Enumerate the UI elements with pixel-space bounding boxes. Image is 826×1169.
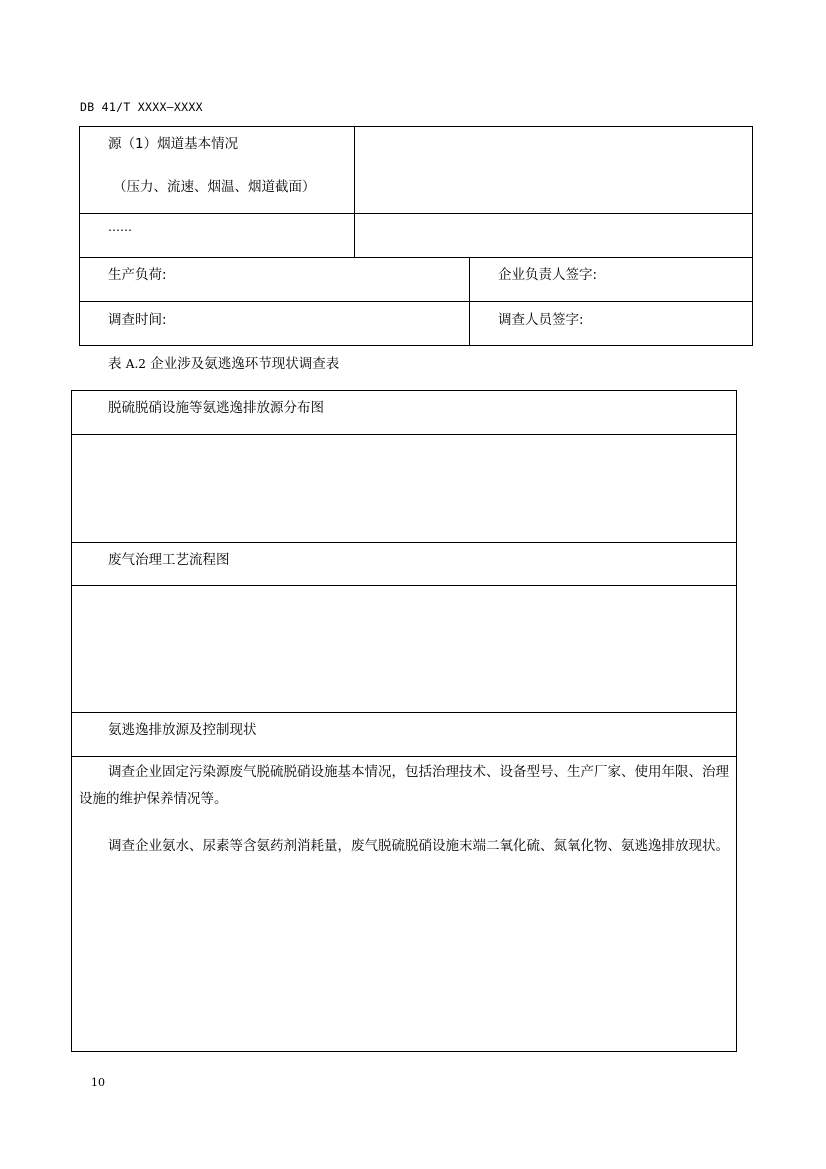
survey-time-field[interactable]: 调查时间: [108, 312, 167, 328]
table-caption [108, 352, 339, 372]
section-title-control-status: 氨逃逸排放源及控制现状 [108, 722, 257, 738]
page-number: 10 [91, 1076, 105, 1089]
caption-title: 企业涉及氨逃逸环节现状调查表 [150, 356, 340, 372]
paragraph-reagent-survey: 调查企业氨水、尿素等含氨药剂消耗量，废气脱硫脱硝设施末端二氧化硫、氮氧化物、氨逃逸排放现状。 [108, 838, 729, 854]
duct-info-value-cell[interactable] [355, 127, 752, 213]
paragraph-facility-survey: 调查企业固定污染源废气脱硫脱硝设施基本情况，包括治理技术、设备型号、生产厂家、使用年限、治理设施的维护保养情况等。 [79, 764, 729, 807]
process-flow-area[interactable] [72, 586, 736, 712]
section-title-process-flow: 废气治理工艺流程图 [108, 552, 230, 568]
company-lead-signature-field[interactable]: 企业负责人签字: [498, 267, 598, 283]
duct-info-label: 源（1）烟道基本情况 [108, 136, 239, 152]
caption-prefix: 表 [108, 356, 122, 372]
document-code: DB 41/T XXXX—XXXX [80, 100, 203, 114]
ellipsis-row-label: …… [108, 220, 132, 234]
investigator-signature-field[interactable]: 调查人员签字: [498, 312, 584, 328]
caption-number: A.2 [125, 357, 146, 371]
production-load-field[interactable]: 生产负荷: [108, 267, 167, 283]
duct-info-sublabel: （压力、流速、烟温、烟道截面） [113, 179, 316, 195]
ellipsis-row-value-cell[interactable] [355, 214, 752, 257]
emission-source-map-area[interactable] [72, 435, 736, 542]
section-title-emission-source-map: 脱硫脱硝设施等氨逃逸排放源分布图 [108, 400, 324, 416]
